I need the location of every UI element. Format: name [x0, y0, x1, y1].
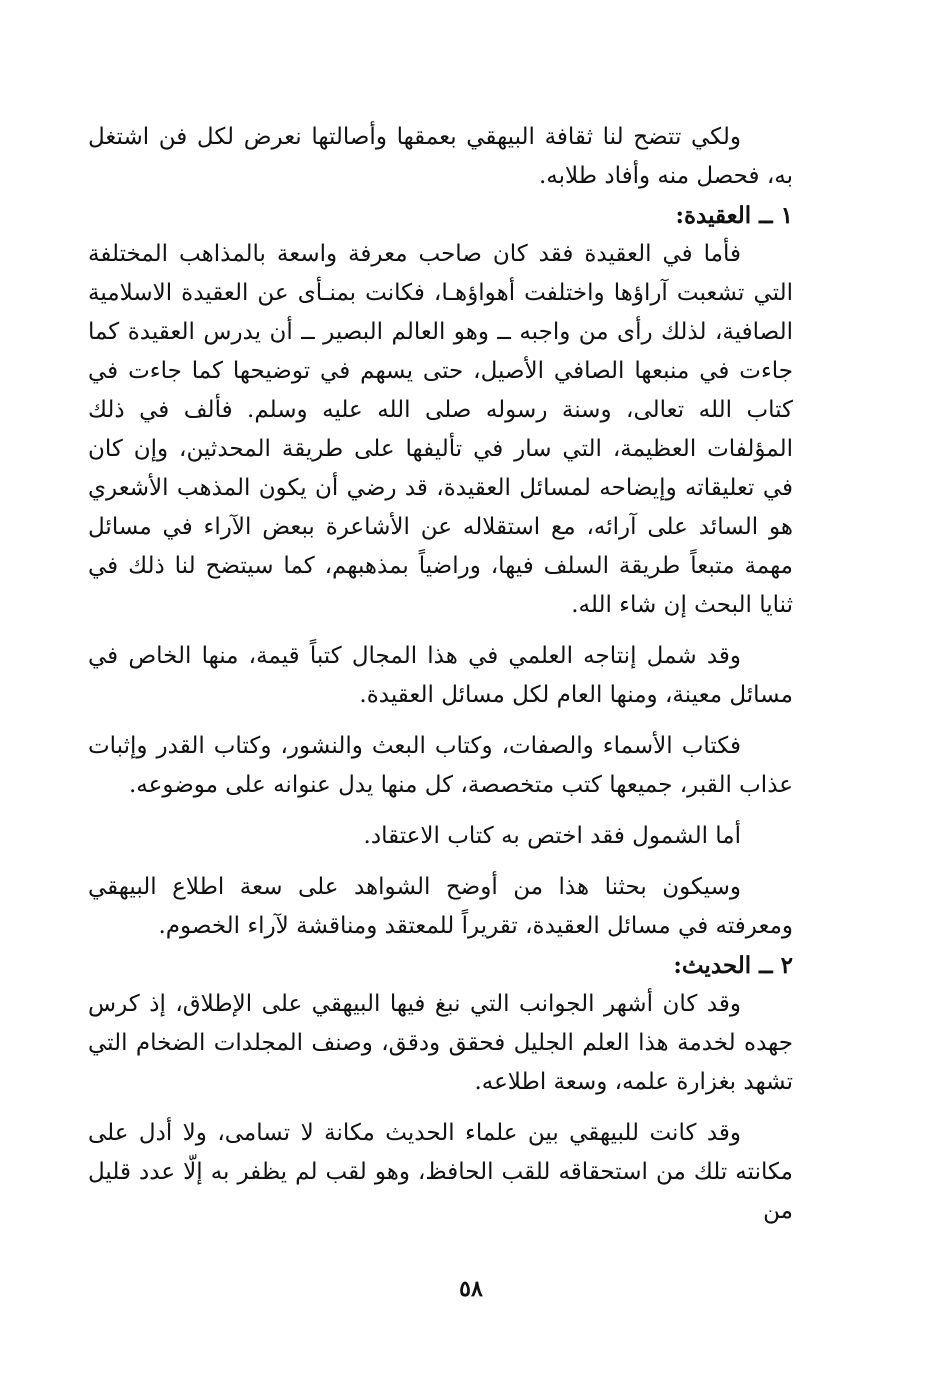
- paragraph-hadith-2: وقد كانت للبيهقي بين علماء الحديث مكانة لا تسامى، ولا أدل على مكانته تلك من استحقاقه للقب الحافظ، وهو لقب لم يظفر به إلّا عدد قليل من: [88, 1120, 793, 1224]
- section-heading-hadith: ٢ ــ الحديث:: [673, 952, 793, 979]
- page-body: [88, 118, 793, 1231]
- paragraph-aqida-1: فأما في العقيدة فقد كان صاحب معرفة واسعة بالمذاهب المختلفة التي تشعبت آراؤها واختلفت أهواؤهـا، فكانت بمنـأى عن العقيدة الاسلامية الصافية، لذلك رأى من واجبه ــ وهو العالم البصير ــ أن يدرس العقيدة كما جاءت في منبعها الصافي الأصيل، حتى يسهم في توضيحها كما جاءت في كتاب الله تعالى، وسنة رسوله صلى الله عليه وسلم. فألف في ذلك المؤلفات العظيمة، التي سار في تأليفها على طريقة المحدثين، وإن كان في تعليقاته وإيضاحه لمسائل العقيدة، قد رضي أن يكون المذهب الأشعري هو السائد على آرائه، مع استقلاله عن الأشاعرة ببعض الآراء في مسائل مهمة متبعاً طريقة السلف فيها، وراضياً بمذهبهم، كما سيتضح لنا ذلك في ثنايا البحث إن شاء الله.: [88, 241, 793, 618]
- paragraph-aqida-4: أما الشمول فقد اختص به كتاب الاعتقاد.: [363, 823, 741, 849]
- paragraph-hadith-1: وقد كان أشهر الجوانب التي نبغ فيها البيهقي على الإطلاق، إذ كرس جهده لخدمة هذا العلم الجليل فحقق ودقق، وصنف المجلدات الضخام التي تشهد بغزارة علمه، وسعة اطلاعه.: [88, 991, 793, 1095]
- paragraph-intro: ولكي تتضح لنا ثقافة البيهقي بعمقها وأصالتها نعرض لكل فن اشتغل به، فحصل منه وأفاد طلابه.: [88, 124, 793, 189]
- paragraph-aqida-3: فكتاب الأسماء والصفات، وكتاب البعث والنشور، وكتاب القدر وإثبات عذاب القبر، جميعها كتب متخصصة، كل منها يدل عنوانه على موضوعه.: [88, 733, 793, 798]
- paragraph-aqida-2: وقد شمل إنتاجه العلمي في هذا المجال كتباً قيمة، منها الخاص في مسائل معينة، ومنها العام لكل مسائل العقيدة.: [88, 643, 793, 708]
- section-heading-aqida: ١ ــ العقيدة:: [675, 202, 793, 229]
- paragraph-aqida-5: وسيكون بحثنا هذا من أوضح الشواهد على سعة اطلاع البيهقي ومعرفته في مسائل العقيدة، تقريراً للمعتقد ومناقشة لآراء الخصوم.: [88, 874, 793, 939]
- page-number: ٥٨: [459, 1276, 483, 1302]
